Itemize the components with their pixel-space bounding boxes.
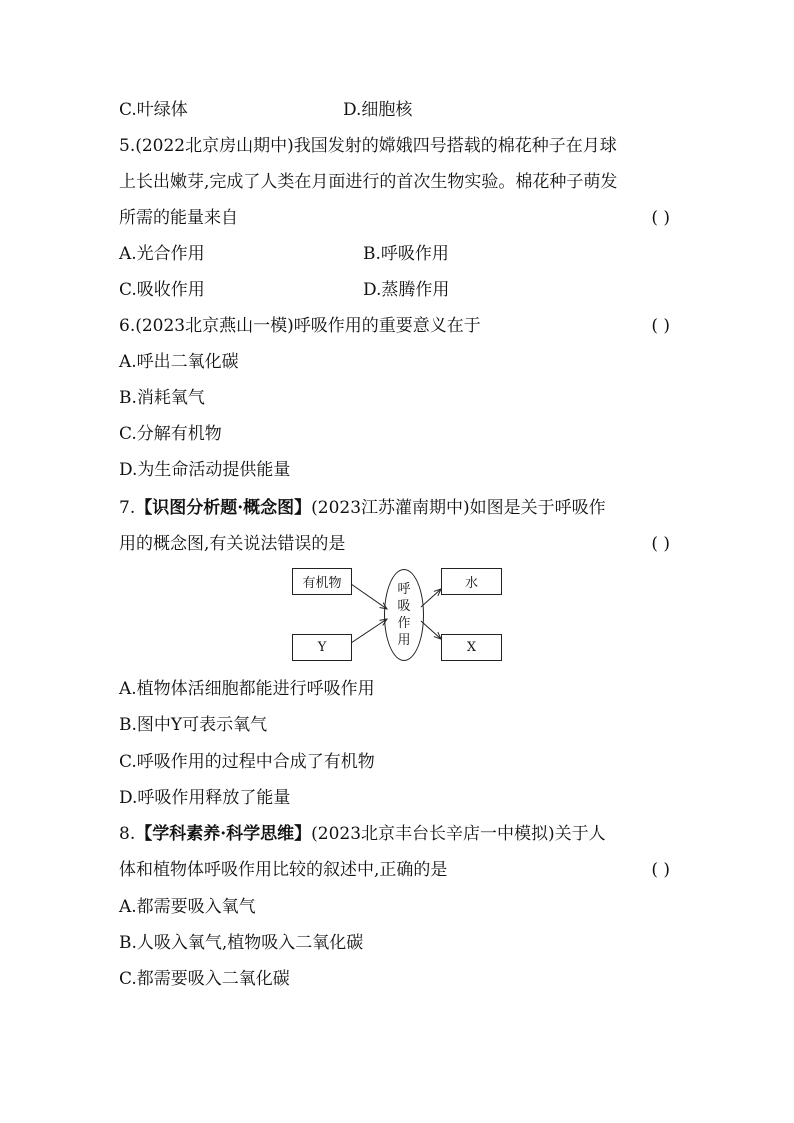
q5-stem-line1: 5.(2022北京房山期中)我国发射的嫦娥四号搭载的棉花种子在月球 — [119, 136, 617, 156]
q7-option-d: D.呼吸作用释放了能量 — [119, 788, 291, 808]
q7-option-b: B.图中Y可表示氧气 — [119, 715, 268, 735]
q5-option-a: A.光合作用 — [119, 244, 205, 264]
q6-option-d: D.为生命活动提供能量 — [119, 460, 291, 480]
diagram-box-y: Y — [292, 634, 352, 661]
q8-stem-line1 — [119, 823, 606, 845]
diagram-arrows — [291, 563, 503, 666]
q7-stem-rest: (2023江苏灌南期中)如图是关于呼吸作 — [311, 498, 606, 518]
q5-option-d: D.蒸腾作用 — [363, 280, 450, 300]
arrow-respiration-to-x — [421, 621, 441, 639]
q8-option-c: C.都需要吸入二氧化碳 — [119, 969, 290, 989]
diagram-box-x: X — [441, 634, 502, 661]
diagram-center-char-1: 呼 — [397, 582, 411, 597]
q7-answer-paren: ( ) — [651, 534, 670, 554]
q8-number: 8. — [119, 824, 136, 844]
diagram-center-char-4: 用 — [397, 633, 411, 648]
arrow-respiration-to-water — [421, 589, 441, 607]
diagram-center-char-2: 吸 — [397, 599, 411, 614]
q5-stem-line2: 上长出嫩芽,完成了人类在月面进行的首次生物实验。棉花种子萌发 — [119, 172, 618, 192]
q4-option-d: D.细胞核 — [343, 100, 413, 120]
q6-option-b: B.消耗氧气 — [119, 388, 205, 408]
diagram-box-water: 水 — [441, 568, 502, 595]
q5-option-c: C.吸收作用 — [119, 280, 205, 300]
q6-option-a: A.呼出二氧化碳 — [119, 352, 239, 372]
q7-stem-line1 — [119, 497, 606, 519]
diagram-box-organic-matter: 有机物 — [292, 568, 352, 595]
q8-answer-paren: ( ) — [651, 860, 670, 880]
q8-option-b: B.人吸入氧气,植物吸入二氧化碳 — [119, 933, 364, 953]
q6-answer-paren: ( ) — [651, 316, 670, 336]
q5-stem-line3: 所需的能量来自 — [119, 208, 238, 228]
q8-stem-rest: (2023北京丰台长辛店一中模拟)关于人 — [311, 824, 606, 844]
arrow-y-to-respiration — [351, 619, 387, 643]
q8-stem-line2: 体和植物体呼吸作用比较的叙述中,正确的是 — [119, 860, 448, 880]
q4-option-c: C.叶绿体 — [119, 100, 188, 120]
q8-option-a: A.都需要吸入氧气 — [119, 897, 256, 917]
q6-stem: 6.(2023北京燕山一模)呼吸作用的重要意义在于 — [119, 316, 481, 336]
diagram-center-char-3: 作 — [397, 616, 411, 631]
q5-answer-paren: ( ) — [651, 208, 670, 228]
q7-option-c: C.呼吸作用的过程中合成了有机物 — [119, 752, 375, 772]
q8-tag: 【学科素养·科学思维】 — [135, 824, 312, 844]
q7-stem-line2: 用的概念图,有关说法错误的是 — [119, 534, 346, 554]
arrow-organic-to-respiration — [351, 584, 387, 609]
q7-number: 7. — [119, 498, 136, 518]
q7-tag: 【识图分析题·概念图】 — [135, 498, 312, 518]
q6-option-c: C.分解有机物 — [119, 424, 222, 444]
q5-option-b: B.呼吸作用 — [363, 244, 449, 264]
q7-concept-diagram — [291, 563, 503, 666]
q7-option-a: A.植物体活细胞都能进行呼吸作用 — [119, 679, 375, 699]
